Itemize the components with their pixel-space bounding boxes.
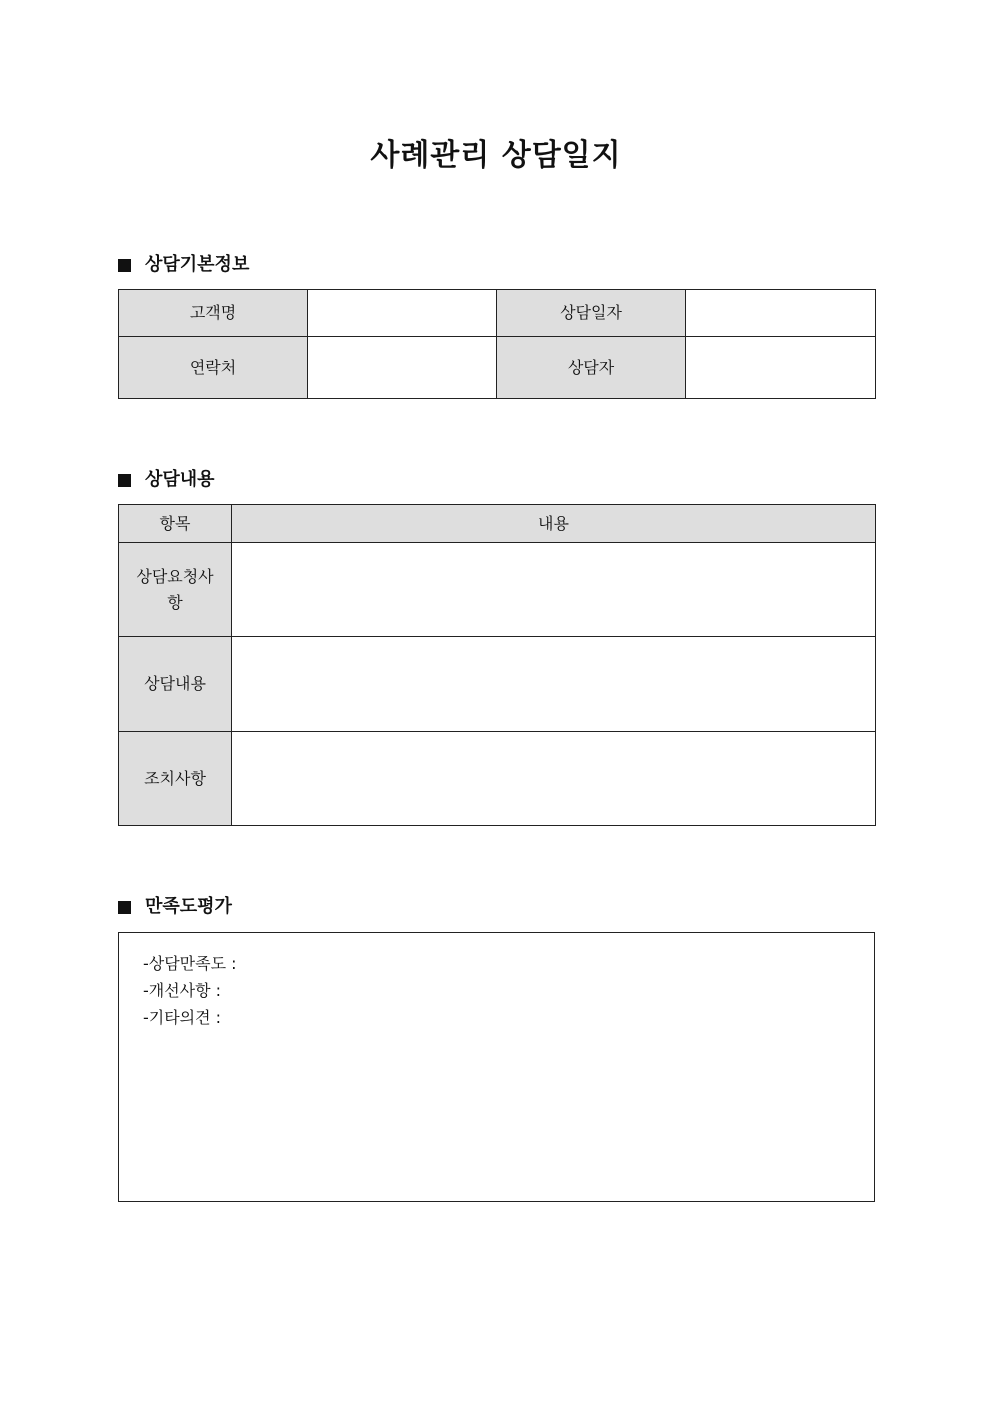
document-title: 사례관리 상담일지: [370, 138, 622, 173]
consult-item-label: 상담내용: [119, 637, 232, 732]
contact-label: 연락처: [119, 337, 308, 399]
customer-name-field[interactable]: [308, 290, 497, 337]
contact-field[interactable]: [308, 337, 497, 399]
table-row: [119, 290, 876, 337]
satisfaction-heading: [118, 895, 232, 919]
square-bullet-icon: [118, 474, 131, 487]
consult-content-heading-text: 상담내용: [145, 469, 215, 490]
consult-date-label: 상담일자: [497, 290, 686, 337]
request-item-label: 상담요청사항: [119, 543, 232, 637]
other-opinion-line: -기타의견 :: [143, 1008, 222, 1027]
consult-content-table: [118, 504, 876, 826]
basic-info-heading-text: 상담기본정보: [145, 254, 250, 275]
customer-name-label: 고객명: [119, 290, 308, 337]
table-row: [119, 337, 876, 399]
square-bullet-icon: [118, 259, 131, 272]
satisfaction-rating-line: -상담만족도 :: [143, 954, 237, 973]
column-header-item: 항목: [119, 505, 232, 543]
table-row: [119, 732, 876, 826]
table-header-row: [119, 505, 876, 543]
request-content-field[interactable]: [232, 543, 876, 637]
satisfaction-box[interactable]: [118, 932, 875, 1202]
action-content-field[interactable]: [232, 732, 876, 826]
square-bullet-icon: [118, 901, 131, 914]
consult-date-field[interactable]: [686, 290, 876, 337]
counselor-label: 상담자: [497, 337, 686, 399]
counselor-field[interactable]: [686, 337, 876, 399]
improvement-line: -개선사항 :: [143, 981, 222, 1000]
satisfaction-heading-text: 만족도평가: [145, 896, 232, 917]
satisfaction-list: [143, 950, 237, 1031]
column-header-content: 내용: [232, 505, 876, 543]
basic-info-table: [118, 289, 876, 399]
table-row: [119, 637, 876, 732]
consult-content-heading: [118, 468, 215, 492]
basic-info-heading: [118, 253, 249, 277]
consult-content-field[interactable]: [232, 637, 876, 732]
table-row: [119, 543, 876, 637]
action-item-label: 조치사항: [119, 732, 232, 826]
